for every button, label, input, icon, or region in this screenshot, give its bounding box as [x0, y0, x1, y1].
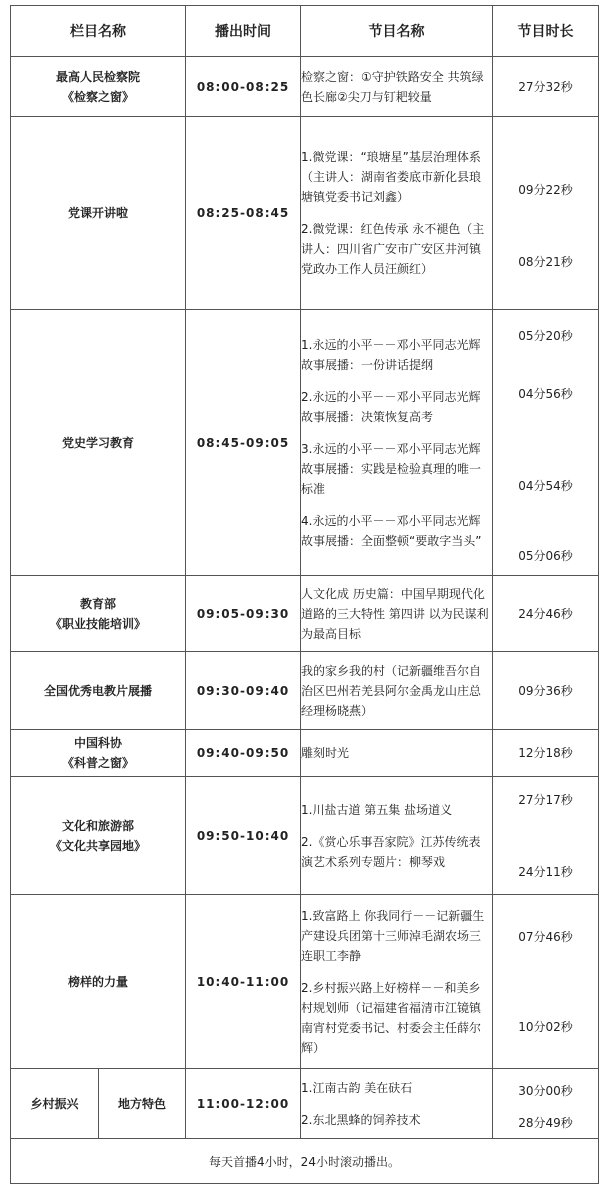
- footer-row: [11, 1139, 599, 1184]
- air-time: 08:25-08:45: [186, 117, 301, 310]
- column-name: 全国优秀电教片展播: [43, 683, 152, 698]
- column-name: 文化和旅游部: [61, 818, 134, 833]
- table-row: [11, 895, 599, 1069]
- program-item: 3.永远的小平－－邓小平同志光辉故事展播：实践是检验真理的唯一标准: [301, 441, 482, 496]
- program-item: 2.微党课：红色传承 永不褪色（主讲人：四川省广安市广安区井河镇党政办工作人员汪颜红）: [301, 222, 485, 276]
- program-cell: [301, 576, 493, 652]
- column-subcategory-cell: [99, 1069, 186, 1139]
- program-item: 2.《赏心乐事吾家院》江苏传统表演艺术系列专题片：柳琴戏: [301, 834, 481, 869]
- air-time: 08:45-09:05: [186, 310, 301, 576]
- duration-cell: [493, 117, 599, 310]
- duration-value: 24分46秒: [518, 606, 573, 621]
- program-item: 检察之窗：①守护铁路安全 共筑绿色长廊②尖刀与钉耙较量: [301, 69, 484, 104]
- table-row: [11, 576, 599, 652]
- program-item: 1.致富路上 你我同行－－记新疆生产建设兵团第十三师淖毛湖农场三连职工李静: [301, 908, 485, 963]
- air-time: 09:30-09:40: [186, 652, 301, 730]
- air-time: 09:50-10:40: [186, 777, 301, 895]
- column-name-cell: [11, 652, 186, 730]
- column-name-cell: [11, 777, 186, 895]
- table-row: [11, 117, 599, 310]
- air-time: 11:00-12:00: [186, 1069, 301, 1139]
- duration-value: 12分18秒: [518, 746, 573, 760]
- column-name: 教育部: [79, 596, 116, 611]
- column-subname: 《职业技能培训》: [49, 616, 146, 631]
- column-name-cell: [11, 576, 186, 652]
- column-name: 榜样的力量: [67, 974, 128, 989]
- duration-cell: [493, 310, 599, 576]
- air-time: 10:40-11:00: [186, 895, 301, 1069]
- program-cell: [301, 895, 493, 1069]
- table-row: [11, 652, 599, 730]
- column-subname: 《科普之窗》: [61, 756, 134, 770]
- table-row: [11, 1069, 599, 1139]
- column-name: 最高人民检察院: [55, 69, 140, 84]
- program-item: 雕刻时光: [301, 746, 350, 760]
- table-row: [11, 310, 599, 576]
- duration-value: 04分56秒: [518, 386, 573, 401]
- duration-value: 04分54秒: [518, 478, 573, 493]
- program-cell: [301, 730, 493, 777]
- column-subname: 《检察之窗》: [61, 89, 134, 104]
- program-item: 2.东北黑蜂的饲养技术: [301, 1112, 421, 1127]
- program-item: 我的家乡我的村（记新疆维吾尔自治区巴州若羌县阿尔金禹龙山庄总经理杨晓燕）: [301, 663, 482, 718]
- program-item: 1.江南古韵 美在砆石: [301, 1080, 413, 1095]
- duration-cell: [493, 652, 599, 730]
- duration-cell: [493, 1069, 599, 1139]
- program-cell: [301, 1069, 493, 1139]
- duration-value: 05分20秒: [518, 328, 573, 343]
- program-cell: [301, 777, 493, 895]
- duration-cell: [493, 57, 599, 117]
- program-item: 1.微党课：“琅塘星”基层治理体系（主讲人：湖南省娄底市新化县琅塘镇党委书记刘鑫）: [301, 150, 482, 204]
- air-time: 08:00-08:25: [186, 57, 301, 117]
- table-row: [11, 730, 599, 777]
- column-name-cell: [11, 57, 186, 117]
- program-cell: [301, 310, 493, 576]
- duration-cell: [493, 730, 599, 777]
- header-program-name: 节目名称: [301, 6, 493, 57]
- column-subcategory: 地方特色: [117, 1096, 166, 1111]
- program-item: 人文化成 历史篇：中国早期现代化道路的三大特性 第四讲 以为民谋利为最高目标: [301, 586, 489, 641]
- program-item: 2.永远的小平－－邓小平同志光辉故事展播：决策恢复高考: [301, 389, 481, 424]
- header-duration: 节目时长: [493, 6, 599, 57]
- program-cell: [301, 652, 493, 730]
- column-name: 党史学习教育: [61, 435, 134, 450]
- column-name: 乡村振兴: [30, 1096, 79, 1111]
- column-name-cell: [11, 895, 186, 1069]
- column-name-cell: [11, 117, 186, 310]
- duration-value: 24分11秒: [518, 864, 573, 879]
- column-name: 党课开讲啦: [67, 206, 128, 220]
- duration-cell: [493, 576, 599, 652]
- column-name: 中国科协: [73, 736, 122, 750]
- header-air-time: 播出时间: [186, 6, 301, 57]
- duration-value: 28分49秒: [518, 1115, 573, 1130]
- air-time: 09:05-09:30: [186, 576, 301, 652]
- duration-cell: [493, 777, 599, 895]
- column-subname: 《文化共享园地》: [49, 838, 146, 853]
- table-row: [11, 57, 599, 117]
- duration-value: 09分36秒: [518, 683, 573, 698]
- duration-value: 08分21秒: [518, 255, 573, 269]
- column-name-cell: [11, 730, 186, 777]
- column-name-cell: [11, 1069, 99, 1139]
- duration-value: 27分32秒: [518, 79, 573, 94]
- schedule-table: [10, 5, 599, 1184]
- program-item: 4.永远的小平－－邓小平同志光辉故事展播：全面整顿“要敢字当头”: [301, 513, 482, 548]
- program-cell: [301, 57, 493, 117]
- table-row: [11, 777, 599, 895]
- duration-value: 27分17秒: [518, 792, 573, 807]
- header-column-name: 栏目名称: [11, 6, 186, 57]
- duration-value: 30分00秒: [518, 1083, 573, 1098]
- program-item: 1.川盐古道 第五集 盐场道义: [301, 802, 453, 817]
- duration-value: 07分46秒: [518, 929, 573, 944]
- duration-cell: [493, 895, 599, 1069]
- program-item: 1.永远的小平－－邓小平同志光辉故事展播：一份讲话提纲: [301, 337, 481, 372]
- duration-value: 09分22秒: [518, 183, 573, 197]
- column-name-cell: [11, 310, 186, 576]
- footer-note: 每天首播4小时，24小时滚动播出。: [11, 1139, 599, 1184]
- duration-value: 10分02秒: [518, 1019, 573, 1034]
- program-item: 2.乡村振兴路上好榜样－－和美乡村规划师（记福建省福清市江镜镇南宵村党委书记、村委会主任薛尔辉）: [301, 980, 482, 1055]
- program-cell: [301, 117, 493, 310]
- air-time: 09:40-09:50: [186, 730, 301, 777]
- duration-value: 05分06秒: [518, 548, 573, 563]
- header-row: [11, 6, 599, 57]
